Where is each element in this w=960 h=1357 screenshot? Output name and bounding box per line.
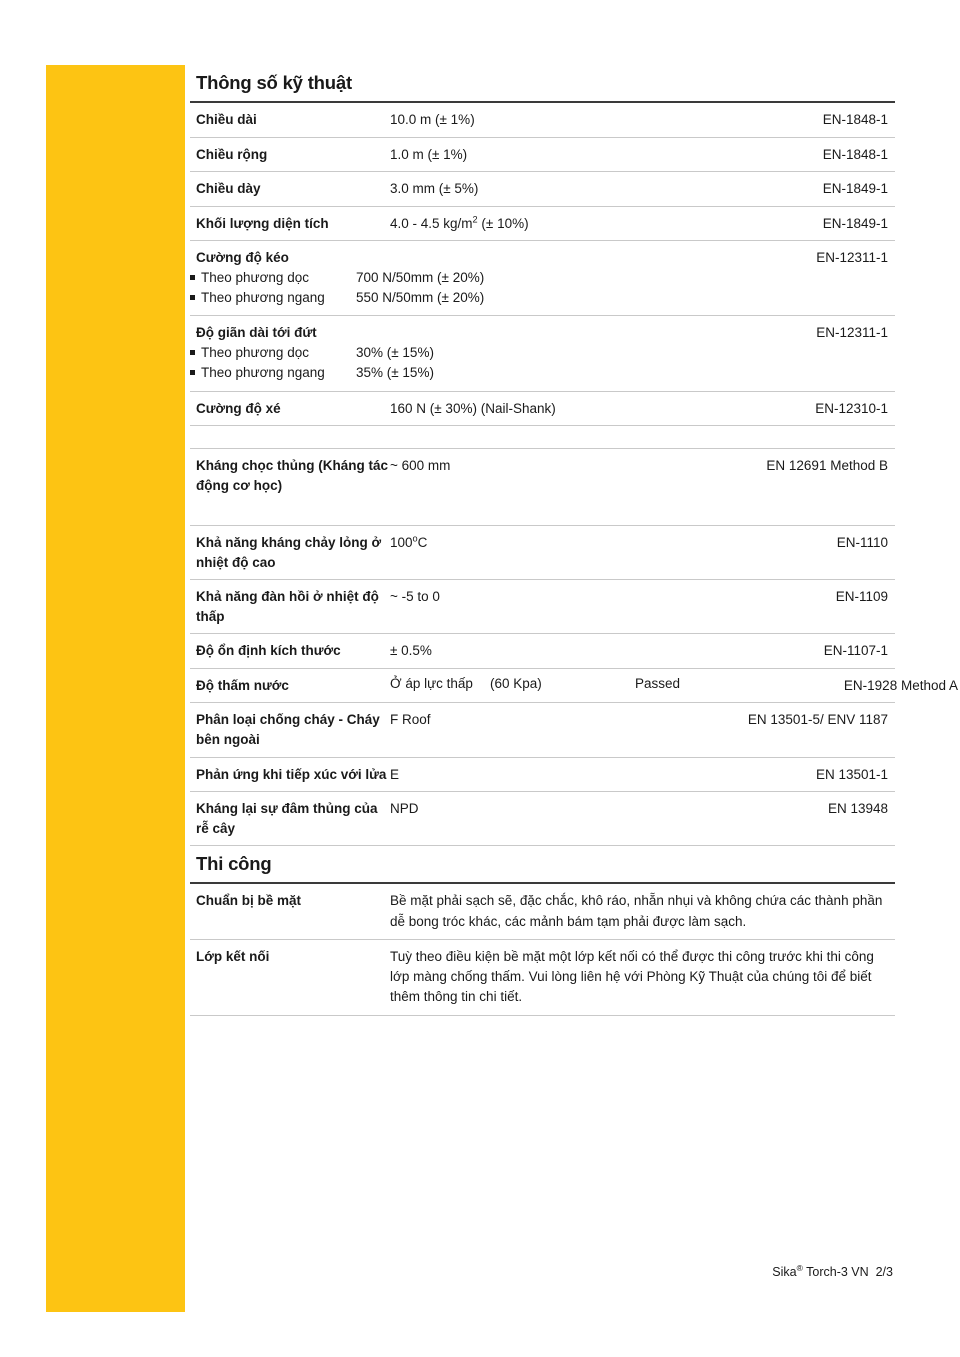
degree-symbol: o: [412, 533, 418, 544]
row-standard: EN 13501-5/ ENV 1187: [747, 712, 888, 728]
footer-product-name: Torch-3 VN: [802, 1265, 869, 1279]
row-value: 10.0 m (± 1%): [390, 112, 475, 128]
registered-trademark-icon: ®: [796, 1262, 803, 1273]
value-segments: [390, 676, 735, 691]
section-title-technical: Thông số kỹ thuật: [190, 65, 895, 103]
square-bullet-icon: [190, 275, 195, 280]
row-label: Lớp kết nối: [196, 948, 270, 964]
square-bullet-icon: [190, 370, 195, 375]
square-bullet-icon: [190, 295, 195, 300]
value-text: 100: [390, 535, 413, 551]
table-row: [190, 758, 895, 793]
row-standard: EN-1849-1: [822, 181, 888, 197]
row-value: E: [390, 766, 400, 782]
row-standard: EN 13948: [827, 801, 888, 817]
table-row: [190, 103, 895, 138]
yellow-accent-bar: [46, 65, 185, 1312]
table-row: [190, 172, 895, 207]
row-value: ± 0.5%: [390, 643, 432, 659]
sub-item-list: [190, 343, 695, 384]
row-standard: EN-1848-1: [822, 112, 888, 128]
spacer-row: [190, 426, 895, 449]
row-standard: EN-1110: [836, 535, 888, 551]
sub-item-label: Theo phương ngang: [201, 290, 325, 306]
table-row: [190, 703, 895, 757]
row-value: [390, 533, 695, 553]
row-standard: EN-1848-1: [822, 146, 888, 162]
row-label: Phản ứng khi tiếp xúc với lửa: [196, 766, 387, 782]
value-segment-kpa: (60 Kpa): [490, 675, 542, 691]
row-label: Khối lượng diện tích: [196, 215, 329, 231]
row-value: [390, 214, 695, 234]
table-row: [190, 884, 895, 940]
document-body: [190, 65, 958, 1016]
sub-item: [190, 268, 695, 288]
row-value: 3.0 mm (± 5%): [390, 181, 479, 197]
footer-page-number: 2/3: [875, 1265, 893, 1279]
row-value: ~ -5 to 0: [390, 589, 440, 605]
table-row: [190, 138, 895, 173]
value-text: 4.0 - 4.5 kg/m: [390, 215, 473, 231]
row-label: Chiều rộng: [196, 146, 268, 162]
row-value: NPD: [390, 801, 419, 817]
value-segment-pressure: Ở áp lực thấp: [390, 675, 473, 691]
sub-item-value: 35% (± 15%): [356, 365, 434, 381]
table-row-tensile: [190, 241, 895, 316]
table-row-watertightness: [190, 669, 958, 704]
table-row: [190, 449, 895, 526]
row-label: Độ ổn định kích thước: [196, 643, 341, 659]
section-title-application: Thi công: [190, 846, 895, 884]
row-label: Chiều dày: [196, 181, 261, 197]
footer-product: Sika: [772, 1265, 797, 1279]
sub-item: [190, 288, 695, 308]
row-standard: EN-1849-1: [822, 215, 888, 231]
value-text-tail: C: [417, 535, 428, 551]
row-standard: EN-1928 Method A: [843, 677, 958, 693]
row-label: Cường độ xé: [196, 400, 281, 416]
superscript: 2: [472, 214, 478, 225]
table-row: [190, 634, 895, 669]
table-row: [190, 392, 895, 427]
row-standard: EN 13501-1: [815, 766, 888, 782]
page-footer: [772, 1262, 893, 1279]
table-row: [190, 580, 895, 634]
sub-item: [190, 343, 695, 363]
row-label: Chiều dài: [196, 112, 257, 128]
row-label: Độ giãn dài tới đứt: [196, 325, 317, 341]
row-paragraph: Tuỳ theo điều kiện bề mặt một lớp kết nối có thể được thi công trước khi thi công lớp màng chống thấm. Vui lòng liên hệ với Phòng Kỹ Thuật của chúng tôi để biết thêm thông tin chi tiết.: [390, 948, 874, 1005]
row-label: Cường độ kéo: [196, 250, 289, 266]
sub-item-label: Theo phương ngang: [201, 365, 325, 381]
row-paragraph: Bề mặt phải sạch sẽ, đặc chắc, khô ráo, nhẵn nhụi và không chứa các thành phần dễ bong tróc khác, các mảnh bám tạm phải được làm sạch.: [390, 893, 883, 929]
row-value: 1.0 m (± 1%): [390, 146, 468, 162]
square-bullet-icon: [190, 350, 195, 355]
row-value: 160 N (± 30%) (Nail-Shank): [390, 400, 556, 416]
row-value: ~ 600 mm: [390, 458, 451, 474]
row-standard: EN-12311-1: [816, 325, 888, 341]
value-segment-result: Passed: [635, 675, 681, 691]
table-row: [190, 526, 895, 580]
row-label: Kháng lại sự đâm thủng của rễ cây: [196, 801, 378, 836]
table-row: [190, 792, 895, 846]
sub-item-value: 550 N/50mm (± 20%): [356, 290, 485, 306]
sub-item-label: Theo phương dọc: [201, 345, 309, 360]
value-text-tail: (± 10%): [477, 215, 529, 231]
row-value: F Roof: [390, 712, 431, 728]
sub-item-value: 700 N/50mm (± 20%): [356, 269, 485, 285]
row-standard: EN-1109: [835, 589, 888, 605]
row-label: Chuẩn bị bề mặt: [196, 893, 302, 909]
row-standard: EN-12311-1: [816, 250, 888, 266]
sub-item-list: [190, 268, 695, 309]
row-standard: EN-12310-1: [815, 400, 888, 416]
table-row: [190, 940, 895, 1016]
sub-item-value: 30% (± 15%): [356, 345, 434, 360]
row-label: Khả năng kháng chảy lỏng ở nhiệt độ cao: [196, 535, 382, 570]
table-row: [190, 207, 895, 242]
row-label: Kháng chọc thủng (Kháng tác động cơ học): [196, 458, 388, 493]
sub-item: [190, 363, 695, 383]
table-row-elongation: [190, 316, 895, 391]
row-standard: EN 12691 Method B: [766, 458, 888, 474]
sub-item-label: Theo phương dọc: [201, 269, 309, 285]
row-label: Phân loại chống cháy - Cháy bên ngoài: [196, 712, 380, 747]
row-label: Độ thấm nước: [196, 677, 289, 693]
row-label: Khả năng đàn hồi ở nhiệt độ thấp: [196, 589, 379, 624]
row-standard: EN-1107-1: [823, 643, 888, 659]
